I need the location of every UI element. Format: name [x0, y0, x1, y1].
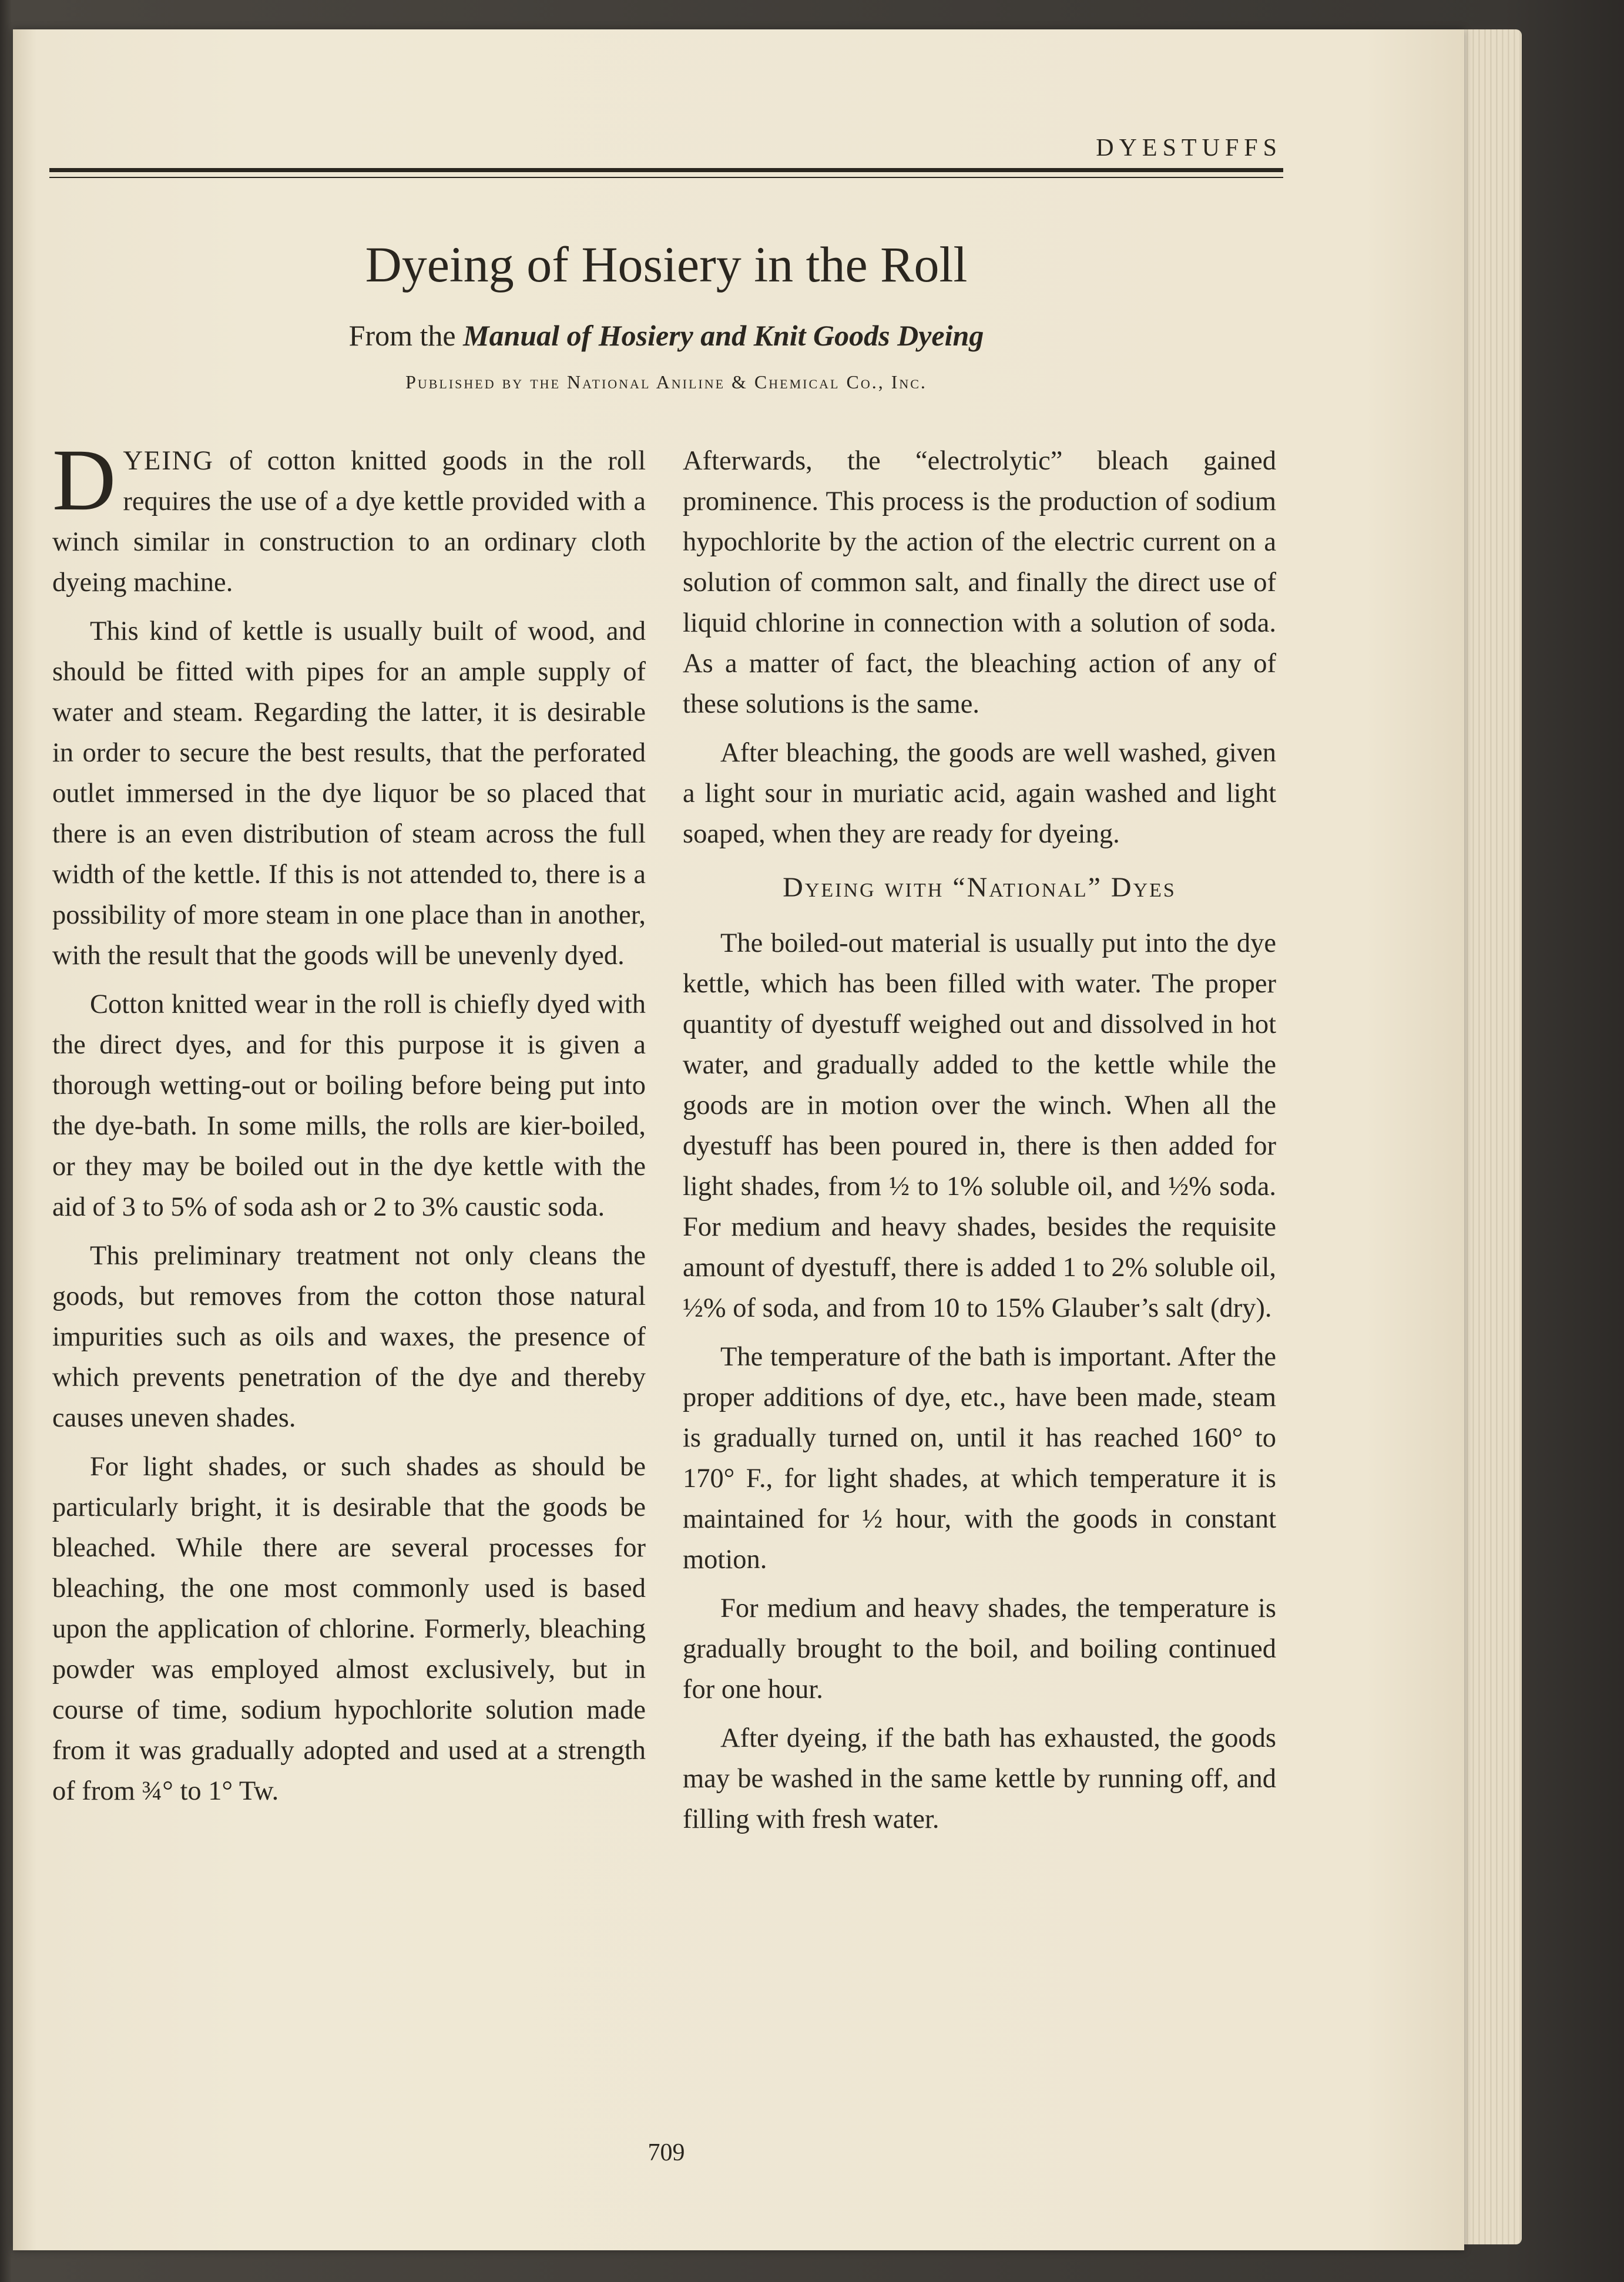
opening-paragraph	[52, 431, 646, 603]
opening-text: of cotton knitted goods in the roll requires the use of a dye kettle provided with a winch similar in construction to an ordinary cloth dyeing machine.	[52, 446, 646, 598]
paragraph: The temperature of the bath is important. After the proper additions of dye, etc., have been made, steam is gradually turned on, until it has reached 160° to 170° F., for light shades, at which temperature it is maintained for ½ hour, with the goods in constant motion.	[683, 1342, 1276, 1575]
paragraph: After bleaching, the goods are well washed, given a light sour in muriatic acid, again washed and light soaped, when they are ready for dyeing.	[683, 738, 1276, 849]
drop-cap: D	[52, 431, 116, 529]
left-column	[52, 431, 646, 1820]
right-column	[683, 441, 1276, 1848]
header-rule	[49, 168, 1283, 172]
paragraph: The boiled-out material is usually put into the dye kettle, which has been filled with water. The proper quantity of dyestuff weighed out and dissolved in hot water, and gradually added to the kettle while the goods are in motion over the winch. When all the dyestuff has been poured in, there is then added for light shades, from ½ to 1% soluble oil, and ½% soda. For medium and heavy shades, besides the requisite amount of dyestuff, there is added 1 to 2% soluble oil, ½% of soda, and from 10 to 15% Glauber’s salt (dry).	[683, 928, 1276, 1323]
paragraph: This preliminary treatment not only cleans the goods, but removes from the cotton those natural impurities such as oils and waxes, the presence of which prevents penetration of the dye and thereby causes uneven shades.	[52, 1241, 646, 1433]
paragraph: After dyeing, if the bath has exhausted, the goods may be washed in the same kettle by running off, and filling with fresh water.	[683, 1723, 1276, 1834]
book-page	[13, 29, 1464, 2250]
first-word: YEING	[123, 446, 214, 476]
publisher-line: Published by the National Aniline & Chemical Co., Inc.	[405, 371, 927, 392]
paragraph: Cotton knitted wear in the roll is chiefly dyed with the direct dyes, and for this purpose it is given a thorough wetting-out or boiling before being put into the dye-bath. In some mills, the rolls are kier-boiled, or they may be boiled out in the dye kettle with the aid of 3 to 5% of soda ash or 2 to 3% caustic soda.	[52, 989, 646, 1222]
paragraph: For medium and heavy shades, the temperature is gradually brought to the boil, and boiling continued for one hour.	[683, 1593, 1276, 1704]
article-title: Dyeing of Hosiery in the Roll	[365, 236, 968, 293]
paragraph: This kind of kettle is usually built of wood, and should be fitted with pipes for an ample supply of water and steam. Regarding the latter, it is desirable in order to secure the best results, that the perforated outlet immersed in the dye liquor be so placed that there is an even distribution of steam across the full width of the kettle. If this is not attended to, there is a possibility of more steam in one place than in another, with the result that the goods will be unevenly dyed.	[52, 616, 646, 971]
running-head: DYESTUFFS	[1096, 135, 1282, 162]
section-heading: Dyeing with “National” Dyes	[783, 872, 1176, 903]
source-work-title: Manual of Hosiery and Knit Goods Dyeing	[463, 319, 984, 352]
page-number: 709	[647, 2139, 685, 2166]
article-source	[49, 318, 1283, 353]
paragraph: For light shades, or such shades as should be particularly bright, it is desirable that the goods be bleached. While there are several processes for bleaching, the one most commonly used is based upon the application of chlorine. Formerly, bleaching powder was employed almost exclusively, but in course of time, sodium hypochlorite solution made from it was gradually adopted and used at a strength of from ¾° to 1° Tw.	[52, 1452, 646, 1806]
source-prefix: From the	[348, 319, 456, 352]
paragraph: Afterwards, the “electrolytic” bleach gained prominence. This process is the production of sodium hypochlorite by the action of the electric current on a solution of common salt, and finally the direct use of liquid chlorine in connection with a solution of soda. As a matter of fact, the bleaching action of any of these solutions is the same.	[683, 446, 1276, 719]
header-rule-thin	[49, 177, 1283, 178]
